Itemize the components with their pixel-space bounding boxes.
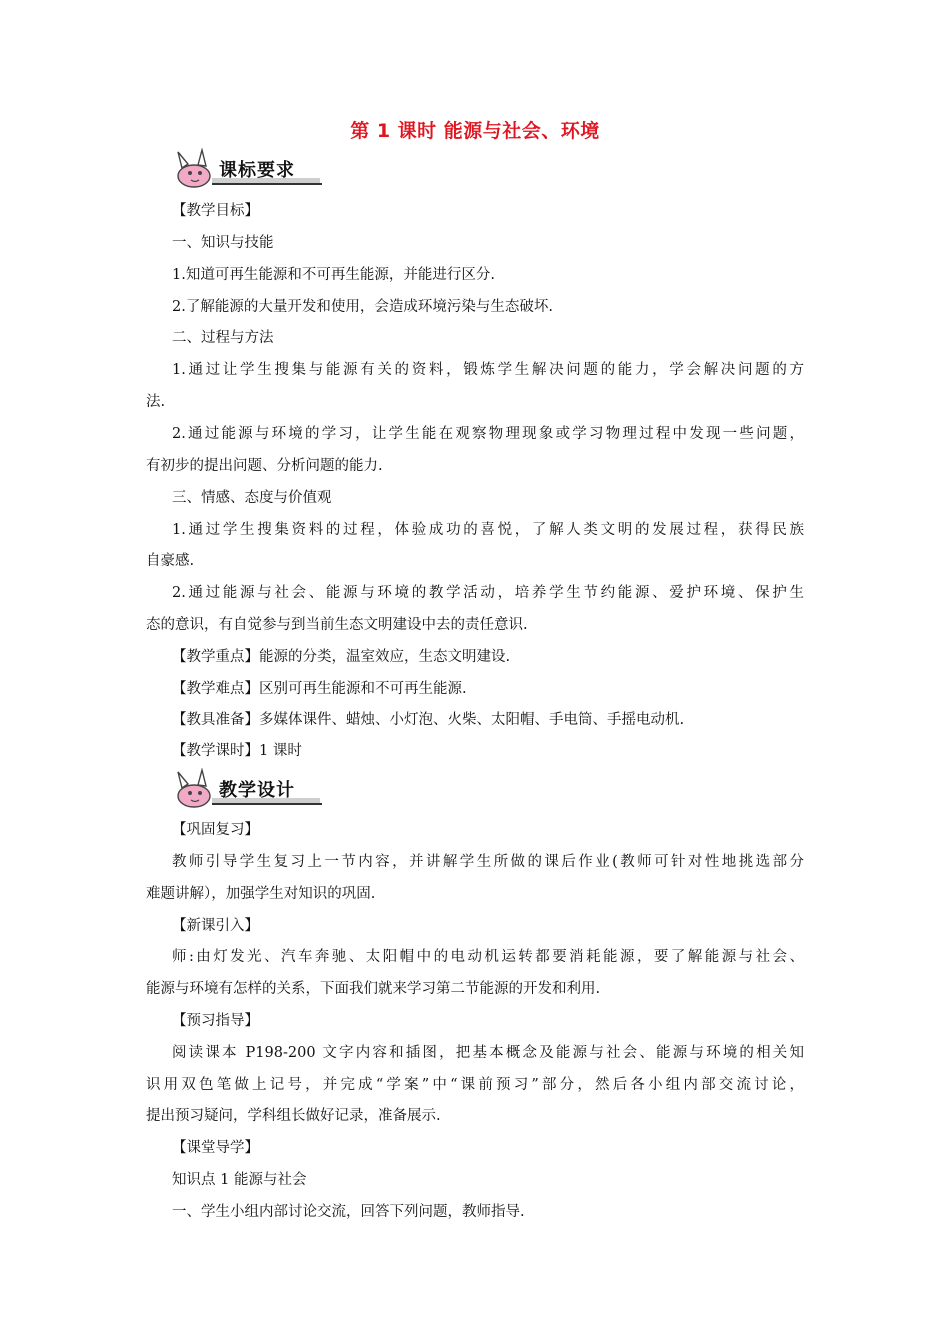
text-line: 提出预习疑问，学科组长做好记录，准备展示. bbox=[146, 1108, 441, 1124]
text-line: 教师引导学生复习上一节内容，并讲解学生所做的课后作业(教师可针对性地挑选部分 bbox=[172, 854, 804, 870]
text-line: 【教学目标】 bbox=[172, 203, 259, 219]
text-line: 一、学生小组内部讨论交流，回答下列问题，教师指导. bbox=[172, 1204, 525, 1220]
text-line: 一、知识与技能 bbox=[172, 235, 274, 251]
text-line: 1.通过学生搜集资料的过程，体验成功的喜悦，了解人类文明的发展过程，获得民族 bbox=[172, 522, 804, 538]
section-label: 教学设计 bbox=[219, 780, 295, 801]
text-line: 有初步的提出问题、分析问题的能力. bbox=[146, 458, 383, 474]
text-line: 【巩固复习】 bbox=[172, 822, 259, 838]
text-line: 2.了解能源的大量开发和使用，会造成环境污染与生态破坏. bbox=[172, 299, 553, 315]
text-line: 【教具准备】多媒体课件、蜡烛、小灯泡、火柴、太阳帽、手电筒、手摇电动机. bbox=[172, 712, 685, 728]
text-line: 三、情感、态度与价值观 bbox=[172, 490, 332, 506]
text-line: 2.通过能源与环境的学习，让学生能在观察物理现象或学习物理过程中发现一些问题， bbox=[172, 426, 804, 442]
text-line: 1.通过让学生搜集与能源有关的资料，锻炼学生解决问题的能力，学会解决问题的方 bbox=[172, 362, 804, 378]
text-line: 难题讲解），加强学生对知识的巩固. bbox=[146, 886, 376, 902]
section-label: 课标要求 bbox=[219, 160, 295, 181]
text-line: 知识点 1 能源与社会 bbox=[172, 1172, 307, 1188]
text-line: 【新课引入】 bbox=[172, 918, 259, 934]
section-banner-design bbox=[172, 768, 322, 808]
page-title: 第 1 课时 能源与社会、环境 bbox=[350, 120, 600, 142]
text-line: 【教学重点】能源的分类，温室效应，生态文明建设. bbox=[172, 649, 511, 665]
section-banner-standards bbox=[172, 148, 322, 188]
text-line: 法. bbox=[146, 394, 166, 410]
text-line: 自豪感. bbox=[146, 553, 195, 569]
text-line: 【预习指导】 bbox=[172, 1013, 259, 1029]
text-line: 态的意识，有自觉参与到当前生态文明建设中去的责任意识. bbox=[146, 617, 528, 633]
text-line: 【教学课时】1 课时 bbox=[172, 743, 302, 759]
text-line: 二、过程与方法 bbox=[172, 330, 274, 346]
text-line: 阅读课本 P198-200 文字内容和插图，把基本概念及能源与社会、能源与环境的相关知 bbox=[172, 1045, 804, 1061]
text-line: 2.通过能源与社会、能源与环境的教学活动，培养学生节约能源、爱护环境、保护生 bbox=[172, 585, 804, 601]
text-line: 能源与环境有怎样的关系，下面我们就来学习第二节能源的开发和利用. bbox=[146, 981, 601, 997]
text-line: 识用双色笔做上记号，并完成“学案”中“课前预习”部分，然后各小组内部交流讨论， bbox=[146, 1077, 804, 1093]
text-line: 【教学难点】区别可再生能源和不可再生能源. bbox=[172, 681, 467, 697]
text-line: 1.知道可再生能源和不可再生能源，并能进行区分. bbox=[172, 267, 495, 283]
text-line: 【课堂导学】 bbox=[172, 1140, 259, 1156]
text-line: 师:由灯发光、汽车奔驰、太阳帽中的电动机运转都要消耗能源，要了解能源与社会、 bbox=[172, 949, 804, 965]
